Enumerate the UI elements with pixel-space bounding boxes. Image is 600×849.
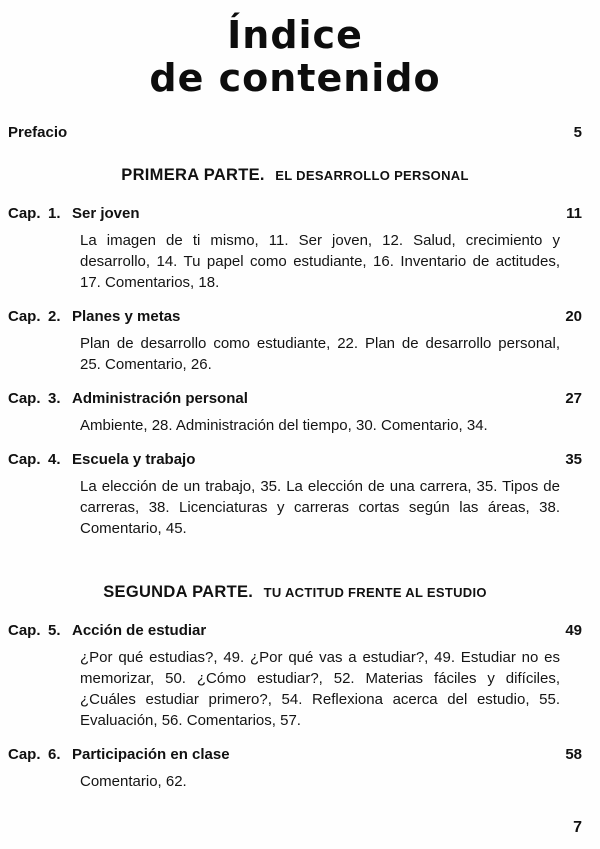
chapter-number: 5. [48,622,61,639]
chapter-page-number: 49 [565,622,582,639]
chapter-summary: Plan de desarrollo como estudiante, 22. Plan de desarrollo personal, 25. Comentario, 26. [80,335,560,373]
chapter-number: 4. [48,451,61,468]
chapter-title: Acción de estudiar [72,622,207,639]
chapter-title-row [8,390,582,407]
chapter-title-row [8,308,582,325]
chapter-entry-5 [8,622,582,731]
chapter-entry-2 [8,308,582,375]
chapter-page-number: 35 [565,451,582,468]
prefacio-label: Prefacio [8,124,68,141]
part-subtitle: EL DESARROLLO PERSONAL [275,168,469,183]
chapter-page-number: 11 [566,205,582,222]
chapter-entry-4 [8,451,582,539]
chapter-summary: La elección de un trabajo, 35. La elección de una carrera, 35. Tipos de carreras, 38. Licenciaturas y carreras cortas según las áreas, 38. Comentario, 45. [80,478,560,537]
chapter-title-row [8,746,582,763]
chapter-summary: ¿Por qué estudias?, 49. ¿Por qué vas a estudiar?, 49. Estudiar no es memorizar, 50. ¿Cómo estudiar?, 52. Materias fáciles y difíciles, ¿Cuáles estudiar primero?, 54. Reflexiona acerca del estudio, 55. Evaluación, 56. Comentarios, 57. [80,649,560,729]
chapter-page-number: 20 [565,308,582,325]
part-name: SEGUNDA PARTE. [103,583,254,601]
chapter-prefix: Cap. [8,622,41,639]
chapter-heading [8,746,230,763]
part-name: PRIMERA PARTE. [121,166,265,184]
part-heading-primera [8,166,582,185]
chapter-title-row [8,205,582,222]
chapter-prefix: Cap. [8,390,41,407]
chapter-prefix: Cap. [8,205,41,222]
chapter-title: Administración personal [72,390,248,407]
chapter-summary: La imagen de ti mismo, 11. Ser joven, 12. Salud, crecimiento y desarrollo, 14. Tu papel como estudiante, 16. Inventario de actitudes, 17. Comentarios, 18. [80,232,560,291]
chapter-title-row [8,622,582,639]
chapter-heading [8,205,140,222]
chapter-heading [8,451,195,468]
chapter-page-number: 58 [565,746,582,763]
chapter-entry-3 [8,390,582,436]
chapter-number: 6. [48,746,61,763]
chapter-number: 1. [48,205,61,222]
chapter-entry-1 [8,205,582,293]
part-subtitle: TU ACTITUD FRENTE AL ESTUDIO [263,585,487,600]
chapter-prefix: Cap. [8,308,41,325]
chapter-entry-6 [8,746,582,792]
chapter-prefix: Cap. [8,746,41,763]
chapter-title: Planes y metas [72,308,181,325]
chapter-heading [8,622,206,639]
chapter-heading [8,390,248,407]
chapter-prefix: Cap. [8,451,41,468]
part-heading-segunda [8,583,582,602]
chapter-summary: Comentario, 62. [80,773,187,790]
page-title [8,14,582,100]
chapter-title-row [8,451,582,468]
chapter-summary: Ambiente, 28. Administración del tiempo, 30. Comentario, 34. [80,417,488,434]
title-line-1: Índice [227,13,363,57]
folio-page-number: 7 [573,819,582,836]
title-line-2: de contenido [149,56,441,100]
chapter-title: Escuela y trabajo [72,451,196,468]
prefacio-page-number: 5 [573,124,582,141]
chapter-page-number: 27 [565,390,582,407]
prefacio-row [8,124,582,141]
chapter-heading [8,308,180,325]
chapter-title: Ser joven [72,205,140,222]
chapter-title: Participación en clase [72,746,230,763]
chapter-number: 3. [48,390,61,407]
chapter-number: 2. [48,308,61,325]
